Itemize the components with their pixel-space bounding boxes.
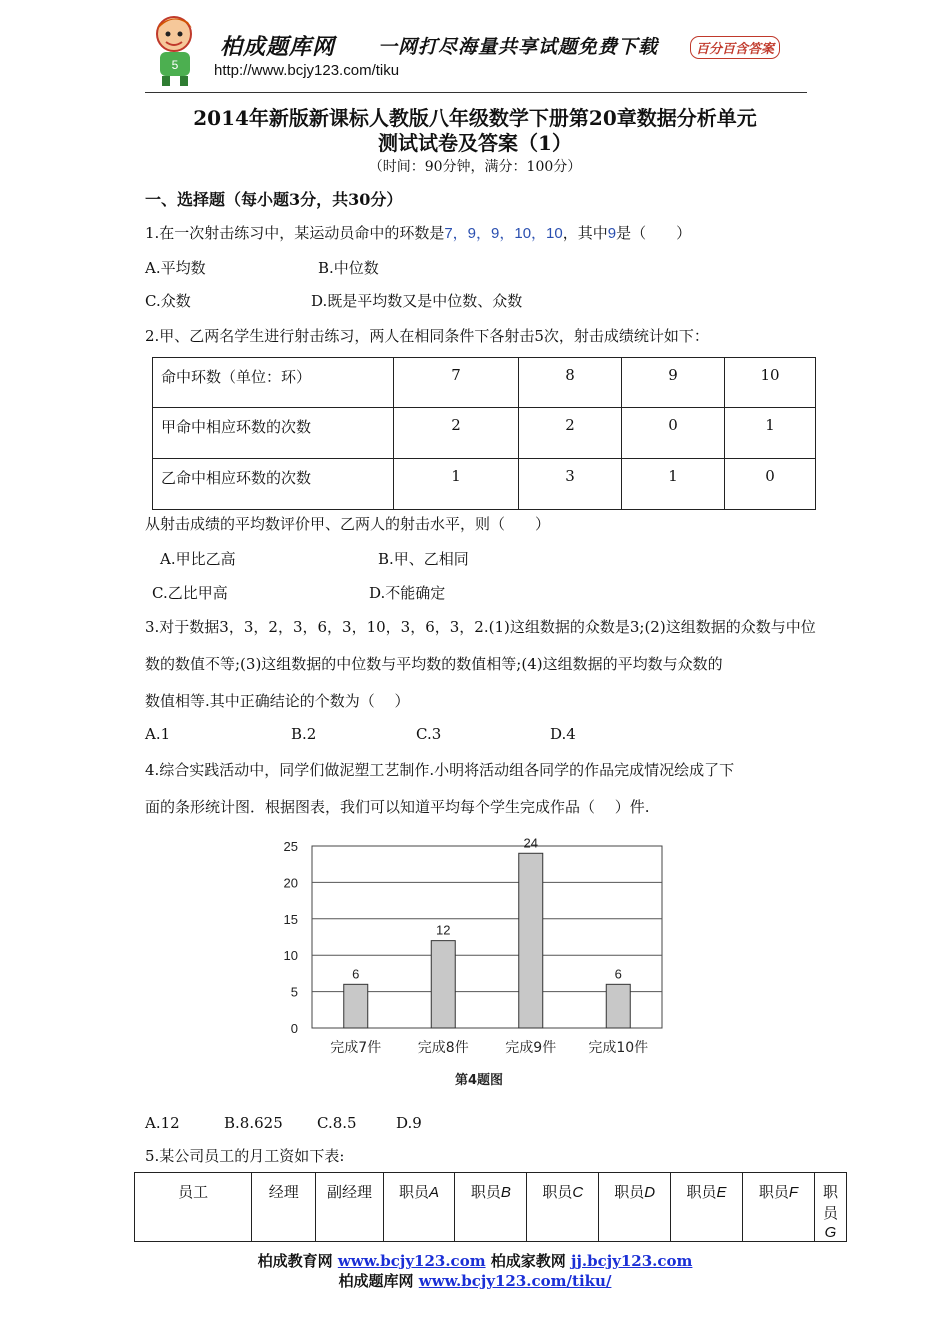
footer-label-2: 柏成家教网	[485, 1252, 572, 1270]
y-tick-label: 0	[290, 1021, 298, 1036]
table-cell: 8	[519, 358, 622, 408]
table-cell: 甲命中相应环数的次数	[153, 408, 394, 459]
salary-header-cell: 副经理	[316, 1173, 383, 1242]
header-url[interactable]: http://www.bcjy123.com/tiku	[214, 62, 400, 79]
section-heading: 一、选择题（每小题3分，共30分）	[145, 190, 403, 209]
footer-line1	[0, 1250, 950, 1271]
q1-option-b[interactable]: B.中位数	[318, 259, 379, 277]
table-cell: 2	[394, 408, 519, 459]
bar	[431, 941, 455, 1028]
q2-option-a[interactable]: A.甲比乙高	[160, 550, 236, 568]
question-3-line3: 数值相等.其中正确结论的个数为（ ）	[145, 692, 410, 710]
salary-header-cell: 职员C	[527, 1173, 599, 1242]
y-tick-label: 20	[283, 875, 298, 891]
table-cell: 命中环数（单位：环）	[153, 358, 394, 408]
q3-option-d[interactable]: D.4	[550, 725, 576, 743]
table-cell: 2	[519, 408, 622, 459]
bar	[519, 853, 543, 1028]
data-label: 6	[352, 966, 360, 982]
question-5-stem: 5.某公司员工的月工资如下表:	[145, 1147, 345, 1165]
page-title-line1: 2014年新版新课标人教版八年级数学下册第20章数据分析单元	[193, 106, 757, 130]
q3-option-b[interactable]: B.2	[291, 725, 317, 743]
page-title-line2: 测试试卷及答案（1）	[378, 131, 572, 155]
salary-header-cell: 职员A	[383, 1173, 455, 1242]
exam-info: （时间：90分钟，满分：100分）	[368, 159, 582, 175]
table-cell: 9	[622, 358, 725, 408]
brand-slogan: 一网打尽海量共享试题免费下载	[378, 36, 659, 58]
brand-name: 柏成题库网	[220, 34, 336, 60]
table-cell: 0	[622, 408, 725, 459]
q4-option-a[interactable]: A.12	[145, 1114, 180, 1132]
footer-label-3: 柏成题库网	[338, 1272, 419, 1290]
table-cell: 0	[725, 459, 816, 510]
salary-header-cell: 员工	[135, 1173, 252, 1242]
x-tick-label: 完成9件	[505, 1040, 557, 1056]
y-tick-label: 25	[283, 839, 298, 854]
question-3-line2: 数的数值不等;(3)这组数据的中位数与平均数的数值相等;(4)这组数据的平均数与众数的	[145, 655, 723, 673]
q1-option-c[interactable]: C.众数	[145, 292, 191, 310]
footer-link-tiku[interactable]: www.bcjy123.com/tiku/	[418, 1272, 612, 1290]
q3-option-a[interactable]: A.1	[145, 725, 171, 743]
footer-link-jj[interactable]: jj.bcjy123.com	[571, 1252, 693, 1270]
table-cell: 1	[394, 459, 519, 510]
question-2-stem: 2.甲、乙两名学生进行射击练习，两人在相同条件下各射击5次，射击成绩统计如下：	[145, 327, 709, 345]
q4-option-b[interactable]: B.8.625	[224, 1114, 283, 1132]
answer-badge: 百分百含答案	[690, 36, 780, 59]
data-label: 12	[436, 922, 451, 938]
q2-option-c[interactable]: C.乙比甲高	[152, 584, 228, 602]
data-label: 6	[614, 966, 622, 982]
x-tick-label: 完成10件	[588, 1040, 649, 1056]
question-1-stem: 1.在一次射击练习中，某运动员命中的环数是7，9，9，10，10，其中9是（ ）	[145, 224, 692, 242]
q2-option-d[interactable]: D.不能确定	[369, 584, 446, 602]
table-cell: 7	[394, 358, 519, 408]
footer-link-main[interactable]: www.bcjy123.com	[337, 1252, 486, 1270]
bar-chart	[270, 822, 690, 1094]
question-4-line2: 面的条形统计图．根据图表，我们可以知道平均每个学生完成作品（ ）件.	[145, 798, 650, 816]
table-cell: 乙命中相应环数的次数	[153, 459, 394, 510]
q4-option-d[interactable]: D.9	[396, 1114, 422, 1132]
y-tick-label: 10	[283, 948, 298, 964]
q1-option-a[interactable]: A.平均数	[145, 259, 206, 277]
table-cell: 1	[622, 459, 725, 510]
y-tick-label: 15	[283, 911, 298, 927]
table-cell: 1	[725, 408, 816, 459]
x-tick-label: 完成8件	[417, 1040, 469, 1056]
salary-header-cell: 职员E	[671, 1173, 743, 1242]
header-divider	[145, 92, 807, 93]
bar	[606, 984, 630, 1028]
footer-line2	[0, 1270, 950, 1291]
chart-title: 第4题图	[454, 1073, 504, 1088]
footer-label-1: 柏成教育网	[257, 1252, 338, 1270]
x-tick-label: 完成7件	[330, 1040, 382, 1056]
data-label: 24	[523, 835, 538, 851]
question-2-ask: 从射击成绩的平均数评价甲、乙两人的射击水平，则（ ）	[145, 515, 551, 533]
q2-option-b[interactable]: B.甲、乙相同	[378, 550, 469, 568]
svg-text:5: 5	[171, 58, 179, 72]
bar	[344, 984, 368, 1028]
salary-header-cell: 职员F	[743, 1173, 815, 1242]
q3-option-c[interactable]: C.3	[416, 725, 442, 743]
y-tick-label: 5	[290, 984, 298, 1000]
salary-header-cell: 经理	[252, 1173, 316, 1242]
salary-header-cell: 职员D	[599, 1173, 671, 1242]
table-cell: 10	[725, 358, 816, 408]
salary-header-cell: 职员B	[455, 1173, 527, 1242]
q1-option-d[interactable]: D.既是平均数又是中位数、众数	[311, 292, 523, 310]
table-cell: 3	[519, 459, 622, 510]
question-3-line1: 3.对于数据3，3，2，3，6，3，10，3，6，3，2.(1)这组数据的众数是3;(2)这组数据的众数与中位	[145, 618, 816, 636]
q4-option-c[interactable]: C.8.5	[317, 1114, 357, 1132]
mascot-logo-icon	[148, 12, 204, 88]
salary-header-cell: 职员G	[814, 1173, 846, 1242]
question-4-line1: 4.综合实践活动中，同学们做泥塑工艺制作.小明将活动组各同学的作品完成情况绘成了下	[145, 761, 735, 779]
salary-table	[134, 1172, 847, 1242]
score-table	[152, 357, 816, 510]
